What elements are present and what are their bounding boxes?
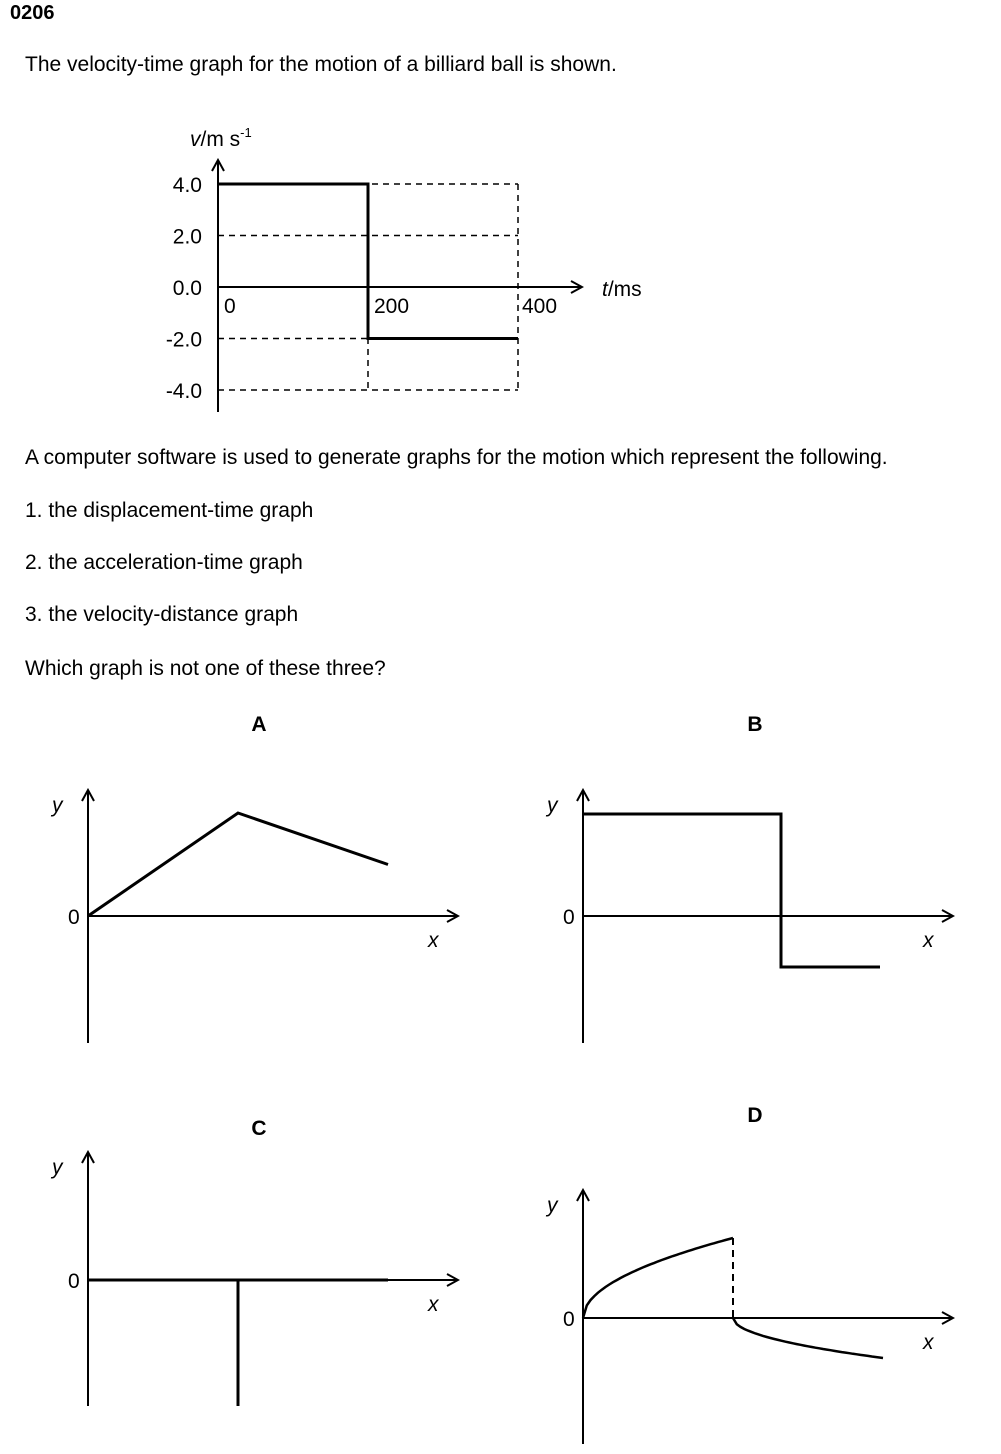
option-label: B [747,713,763,736]
question-number: 0206 [10,2,55,24]
option-b-graph [545,713,953,1043]
option-label: C [251,1117,267,1140]
origin-label: 0 [68,906,80,929]
y-tick-label: -2.0 [165,328,202,352]
origin-label: 0 [563,906,575,929]
item-1: 1. the displacement-time graph [25,499,314,522]
velocity-line [218,184,518,339]
y-tick-label: 4.0 [172,174,202,197]
prompt-text: Which graph is not one of these three? [25,657,386,680]
option-d-graph [545,1104,953,1444]
series-line-b [583,814,880,967]
x-tick-label: 200 [374,295,410,318]
option-a-graph [50,713,458,1043]
option-label: A [251,713,267,736]
option-c-graph [50,1117,458,1406]
y-axis-label: y [52,794,63,817]
series-curve-d-falling [733,1318,883,1358]
y-axis-label: y [52,1156,63,1179]
y-tick-label: -4.0 [165,380,202,403]
stem-text: A computer software is used to generate graphs for the motion which represent the following. [25,446,888,469]
origin-label: 0 [563,1308,575,1331]
y-axis-label: y [547,1194,558,1217]
x-axis-label: x [923,1331,934,1354]
y-axis-label: y [547,794,558,817]
y-tick-label: 0.0 [172,277,202,300]
item-3: 3. the velocity-distance graph [25,603,299,626]
option-label: D [747,1104,763,1127]
series-line-a [88,813,388,916]
y-tick-label: 2.0 [172,225,202,249]
series-curve-d-rising [583,1238,733,1318]
x-axis-label: t/ms [602,278,642,301]
y-axis-label: v/m $s^{-1}$ [190,125,252,151]
velocity-time-graph [166,125,642,412]
origin-label: 0 [68,1270,80,1293]
x-axis-label: x [428,929,439,952]
x-axis-label: x [428,1293,439,1316]
item-2: 2. the acceleration-time graph [25,551,303,574]
x-tick-label: 400 [522,295,558,318]
x-axis-label: x [923,929,934,952]
x-tick-label: 0 [224,295,236,318]
intro-text: The velocity-time graph for the motion of a billiard ball is shown. [25,53,617,76]
